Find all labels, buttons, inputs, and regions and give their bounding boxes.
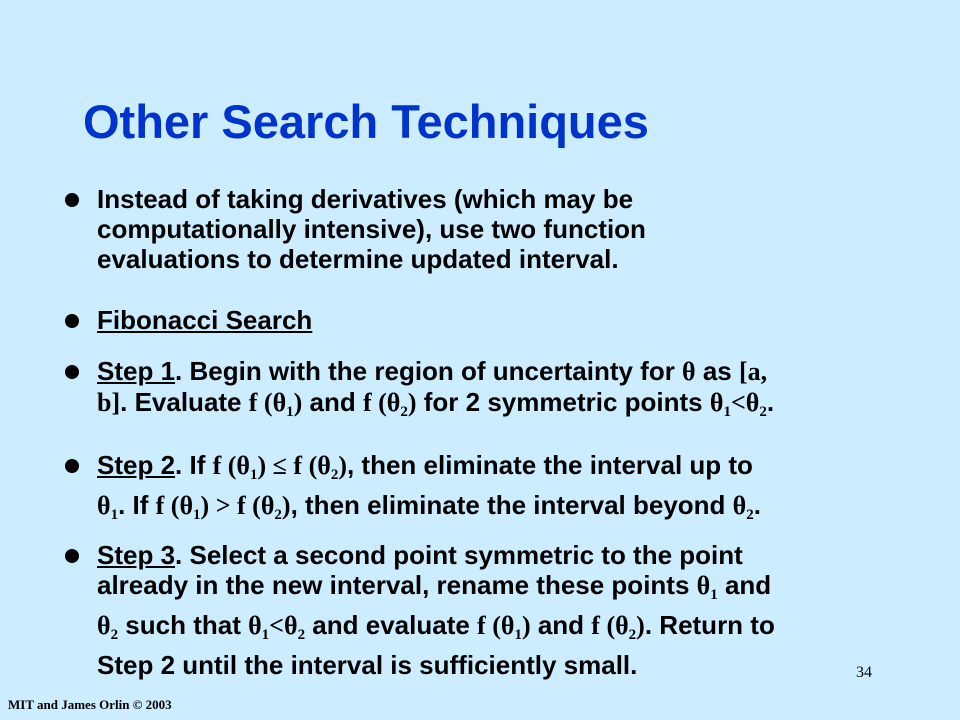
- subscript: 2: [746, 507, 754, 523]
- bullet-step1: [97, 356, 774, 427]
- bullet-intro-line1: Instead of taking derivatives (which may be: [97, 184, 634, 214]
- bullet-dot: [65, 365, 79, 379]
- bullet-dot: [65, 459, 79, 473]
- theta-symbol: θ: [248, 611, 262, 640]
- subscript: 1: [723, 404, 731, 420]
- step3-line1: [97, 540, 775, 570]
- step3-text: . Return to: [644, 610, 775, 640]
- theta-symbol: θ: [745, 388, 760, 417]
- step3-text: and: [530, 610, 592, 640]
- less-than: <: [730, 388, 746, 417]
- function-expr: ) >: [200, 491, 238, 520]
- step1-text: and: [302, 387, 363, 417]
- subscript: 2: [297, 627, 306, 643]
- subscript: 1: [193, 507, 201, 523]
- bullet-dot: [65, 193, 79, 207]
- step2-text: , then eliminate the interval beyond: [290, 490, 733, 520]
- function-expr: f (θ: [591, 611, 629, 640]
- page-number: 34: [856, 664, 872, 681]
- theta-symbol: θ: [97, 491, 111, 520]
- step1-line1: [97, 356, 774, 387]
- function-expr: ): [521, 611, 531, 640]
- step1-text: . Evaluate: [120, 387, 249, 417]
- less-than: <: [269, 611, 284, 640]
- step1-text: for 2 symmetric points: [416, 387, 710, 417]
- slide-title: Other Search Techniques: [83, 95, 649, 148]
- subscript: 2: [759, 404, 767, 420]
- subscript: 1: [261, 627, 270, 643]
- function-expr: ): [293, 388, 303, 417]
- function-expr: f (θ: [212, 451, 250, 480]
- theta-symbol: θ: [97, 611, 111, 640]
- function-expr: f (θ: [237, 491, 275, 520]
- subscript: 1: [110, 507, 119, 523]
- bullet-intro-line3: evaluations to determine updated interval.: [97, 244, 619, 274]
- function-expr: ): [338, 451, 347, 480]
- step1-text: .: [766, 387, 775, 417]
- step1-text: . Begin with the region of uncertainty for: [175, 356, 683, 386]
- subscript: 2: [274, 507, 282, 523]
- subscript: 2: [400, 404, 408, 420]
- subscript: 2: [330, 467, 339, 483]
- interval-end: b]: [97, 388, 121, 417]
- theta-symbol: θ: [709, 388, 724, 417]
- step3-text: already in the new interval, rename these points: [97, 570, 697, 600]
- step2-label: Step 2: [97, 450, 176, 480]
- bullet-intro: [97, 184, 646, 274]
- subscript: 1: [249, 467, 258, 483]
- function-expr: f (θ: [477, 611, 515, 640]
- bullet-intro-line2: computationally intensive), use two function: [97, 214, 646, 244]
- bullet-dot: [65, 549, 79, 563]
- step3-line2: [97, 570, 775, 610]
- step3-label: Step 3: [97, 540, 176, 570]
- bullet-fibonacci: [97, 305, 312, 335]
- theta-symbol: θ: [732, 491, 747, 520]
- function-expr: ): [407, 388, 417, 417]
- step3-text: and evaluate: [305, 610, 478, 640]
- function-expr: f (θ: [362, 388, 401, 417]
- bullet-step3: [97, 540, 775, 680]
- function-expr: ): [281, 491, 291, 520]
- interval-start: [a,: [739, 357, 768, 386]
- subscript: 1: [514, 627, 522, 643]
- function-expr: f (θ: [155, 491, 194, 520]
- step3-line3: [97, 610, 775, 650]
- step2-line1: [97, 450, 761, 490]
- step1-label: Step 1: [97, 356, 176, 386]
- subscript: 1: [710, 587, 718, 603]
- step3-text: . Select a second point symmetric to the point: [175, 540, 743, 570]
- function-expr: f (θ: [248, 388, 287, 417]
- bullet-dot: [65, 314, 79, 328]
- step2-text: . If: [118, 490, 156, 520]
- step2-text: .: [753, 490, 761, 520]
- step2-line2: [97, 490, 761, 530]
- footer-copyright: MIT and James Orlin © 2003: [8, 697, 172, 712]
- theta-symbol: θ: [682, 357, 696, 386]
- fibonacci-heading: Fibonacci Search: [97, 305, 313, 335]
- step1-text: as: [695, 356, 739, 386]
- step3-text: and: [717, 570, 772, 600]
- function-expr: f (θ: [293, 451, 331, 480]
- function-expr: ) ≤: [257, 451, 294, 480]
- bullet-step2: [97, 450, 761, 530]
- step1-line2: [97, 387, 774, 427]
- subscript: 2: [628, 627, 637, 643]
- step3-line4: Step 2 until the interval is sufficiently small.: [97, 650, 638, 680]
- subscript: 2: [110, 627, 119, 643]
- step3-text: such that: [118, 610, 249, 640]
- theta-symbol: θ: [284, 611, 298, 640]
- subscript: 1: [286, 404, 294, 420]
- step2-text: , then eliminate the interval up to: [346, 450, 753, 480]
- function-expr: ): [636, 611, 645, 640]
- step2-text: . If: [175, 450, 213, 480]
- theta-symbol: θ: [696, 571, 711, 600]
